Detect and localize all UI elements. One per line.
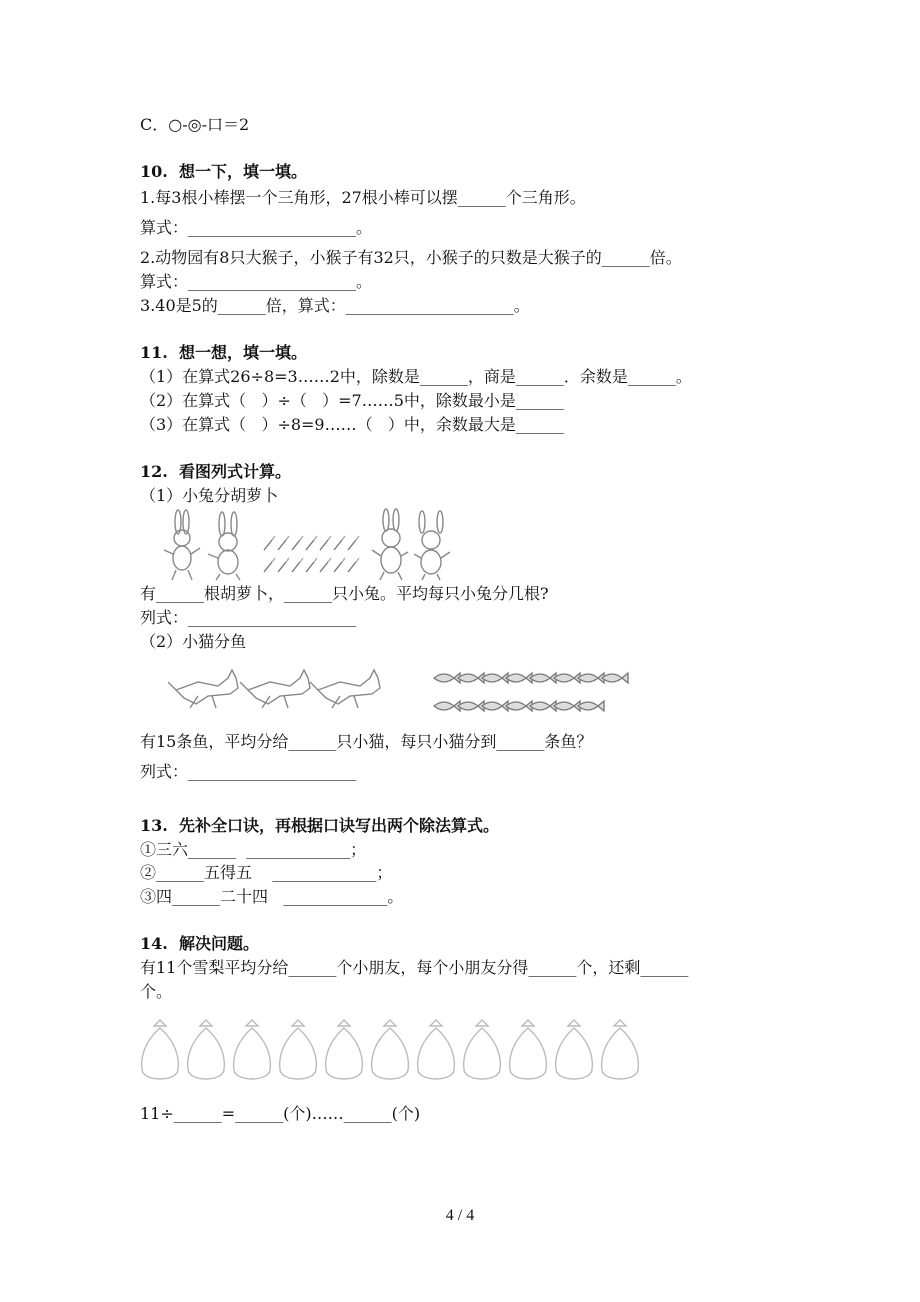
q12-1-formula: 列式：_____________________	[140, 608, 357, 627]
q13-title: 13. 先补全口诀，再根据口诀写出两个除法算式。	[140, 816, 499, 835]
pear-icon	[510, 1020, 547, 1079]
q13-item-2: ②______五得五 _____________；	[140, 863, 393, 882]
rabbit-icon	[208, 512, 240, 580]
cats-fish-image	[168, 660, 638, 726]
q11-item-3: （3）在算式（ ）÷8=9……（ ）中，余数最大是______	[140, 415, 564, 434]
page-number: 4 / 4	[445, 1207, 475, 1224]
q10-item-1: 1.每3根小棒摆一个三角形，27根小棒可以摆______个三角形。	[140, 188, 586, 207]
q14-title: 14. 解决问题。	[140, 934, 259, 953]
q12-2-label: （2）小猫分鱼	[140, 632, 247, 651]
cat-icon	[240, 670, 310, 708]
cat-icon	[310, 670, 380, 708]
cat-icon	[168, 670, 238, 708]
q13-item-3: ③四______二十四 _____________。	[140, 887, 404, 906]
q11-item-2: （2）在算式（ ）÷（ ）=7……5中，除数最小是______	[140, 391, 564, 410]
q11-title: 11. 想一想，填一填。	[140, 343, 307, 362]
q14-text: 有11个雪梨平均分给______个小朋友，每个小朋友分得______个，还剩______	[140, 958, 689, 977]
pear-icon	[142, 1020, 179, 1079]
q13-item-1: ①三六______ _____________；	[140, 840, 367, 859]
carrot-group	[264, 536, 359, 572]
fish-group	[434, 673, 628, 711]
pear-icon	[418, 1020, 455, 1079]
pear-icon	[464, 1020, 501, 1079]
pear-icon	[372, 1020, 409, 1079]
q10-item-3: 3.40是5的______倍，算式：_____________________。	[140, 296, 530, 315]
q12-2-text: 有15条鱼，平均分给______只小猫，每只小猫分到______条鱼？	[140, 732, 593, 751]
pear-icon	[188, 1020, 225, 1079]
q12-title: 12. 看图列式计算。	[140, 462, 291, 481]
q12-1-text: 有______根胡萝卜，______只小兔。平均每只小兔分几根?	[140, 584, 549, 603]
rabbits-carrots-image	[160, 508, 460, 584]
pear-icon	[556, 1020, 593, 1079]
pear-icon	[280, 1020, 317, 1079]
rabbit-icon	[164, 510, 200, 580]
pears-image	[138, 1012, 642, 1088]
pear-icon	[234, 1020, 271, 1079]
option-c: C．○-◎-口＝2	[140, 115, 250, 134]
q11-item-1: （1）在算式26÷8=3……2中，除数是______，商是______．余数是______。	[140, 367, 692, 386]
pear-icon	[326, 1020, 363, 1079]
rabbit-icon	[414, 511, 450, 580]
q10-item-2-formula: 算式：_____________________。	[140, 272, 373, 291]
q10-item-1-formula: 算式：_____________________。	[140, 218, 373, 237]
q12-2-formula: 列式：_____________________	[140, 762, 357, 781]
q14-text-continued: 个。	[140, 982, 173, 1001]
q14-formula: 11÷______=______(个)……______(个)	[140, 1104, 421, 1123]
q12-1-label: （1）小兔分胡萝卜	[140, 486, 279, 505]
rabbit-icon	[372, 509, 408, 580]
q10-item-2: 2.动物园有8只大猴子，小猴子有32只，小猴子的只数是大猴子的______倍。	[140, 248, 682, 267]
pear-icon	[602, 1020, 639, 1079]
q10-title: 10. 想一下，填一填。	[140, 162, 307, 181]
